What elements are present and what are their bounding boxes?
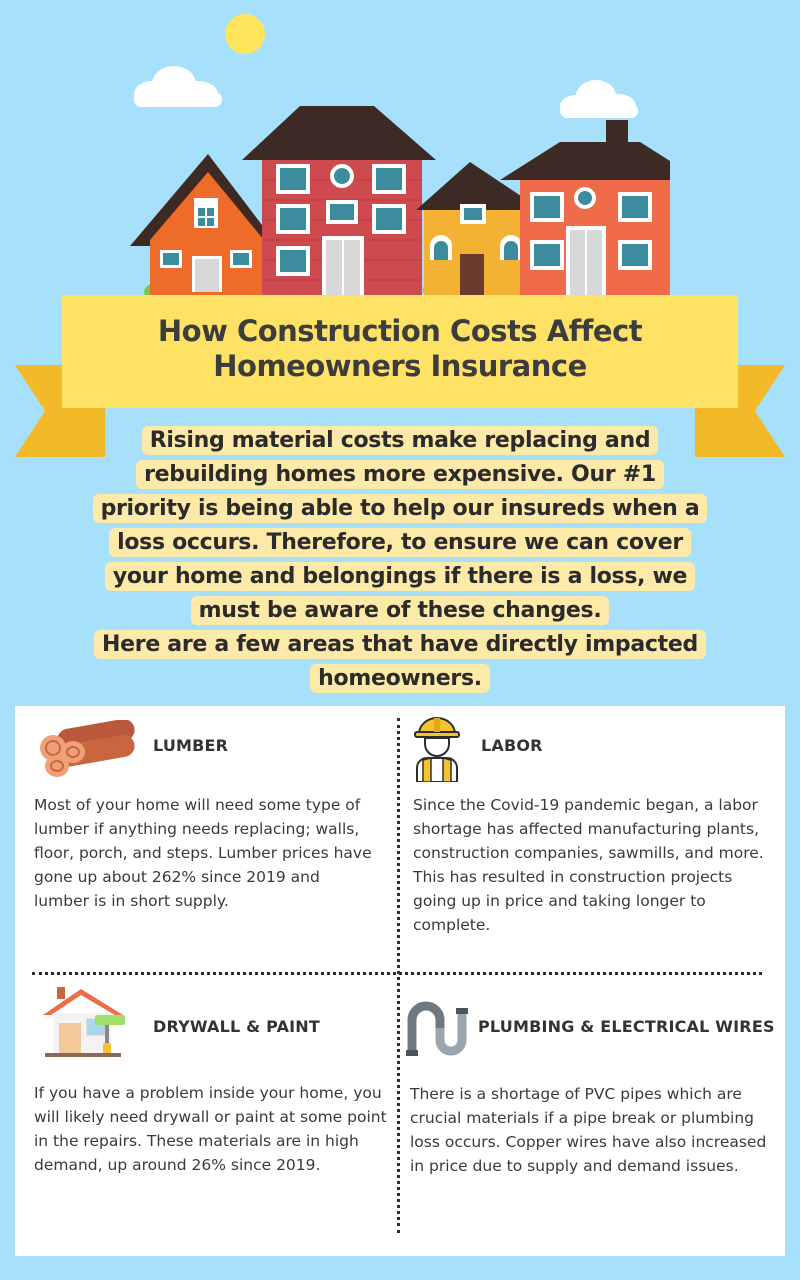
plumbing-body: There is a shortage of PVC pipes which are crucial materials if a pipe break or plumbing loss occurs. Copper wires have also increased in price due to supply and demand issues. [410, 1085, 767, 1175]
construction-worker-icon [413, 712, 461, 782]
drywall-title: DRYWALL & PAINT [153, 1017, 321, 1036]
intro-text [92, 424, 708, 696]
intro-paragraph-2: Here are a few areas that have directly impacted homeowners. [94, 630, 706, 693]
pipe-icon [406, 1000, 470, 1058]
logs-icon [35, 720, 139, 778]
title-line-1: How Construction Costs Affect [157, 314, 643, 348]
vertical-divider [397, 718, 400, 1233]
labor-title: LABOR [481, 736, 543, 755]
houses-illustration [130, 100, 670, 300]
title-line-2: Homeowners Insurance [213, 349, 587, 383]
info-card [15, 706, 785, 1256]
sun [225, 14, 265, 54]
house-paint-roller-icon [43, 985, 129, 1061]
lumber-title: LUMBER [153, 736, 229, 755]
page-title [62, 314, 738, 384]
lumber-body: Most of your home will need some type of lumber if anything needs replacing; walls, floor, porch, and steps. Lumber prices have gone up about 262% since 2019 and lumber is in short supply. [34, 796, 372, 910]
plumbing-title: PLUMBING & ELECTRICAL WIRES [478, 1017, 775, 1036]
horizontal-divider [32, 972, 762, 975]
drywall-body: If you have a problem inside your home, you will likely need drywall or paint at some point in the repairs. These materials are in high demand, up around 26% since 2019. [34, 1084, 387, 1174]
labor-body: Since the Covid-19 pandemic began, a labor shortage has affected manufacturing plants, construction companies, sawmills, and more. This has resulted in construction projects going up in price and taking longer to complete. [413, 796, 764, 934]
intro-paragraph-1: Rising material costs make replacing and rebuilding homes more expensive. Our #1 priority is being able to help our insureds when a loss occurs. Therefore, to ensure we can cover your home and belongings if there is a loss, we must be aware of these changes. [93, 426, 708, 625]
